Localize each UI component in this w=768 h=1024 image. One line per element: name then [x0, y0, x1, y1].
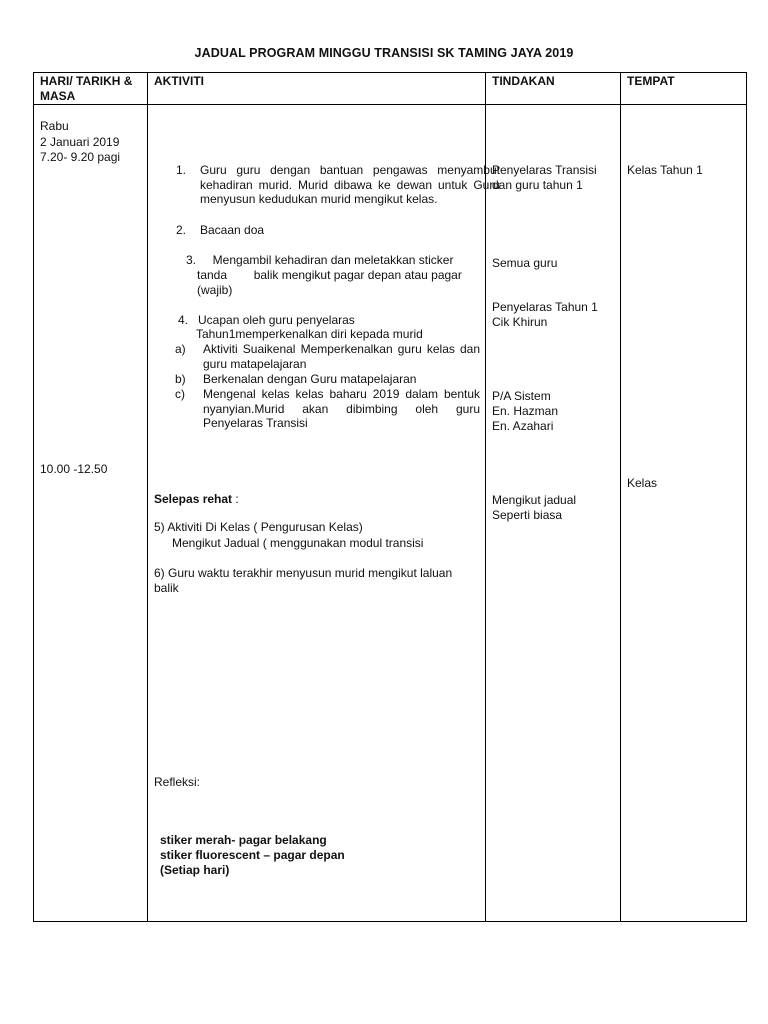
time-morning: 7.20- 9.20 pagi [40, 150, 121, 164]
note-line-2: stiker fluorescent – pagar depan [160, 848, 345, 862]
activity-item-6-line1: 6) Guru waktu terakhir menyusun murid mengikut laluan [154, 566, 453, 580]
activity-item-3-line1: 3. Mengambil kehadiran dan meletakkan sticker [186, 253, 454, 267]
header-aktiviti: AKTIVITI [148, 73, 486, 105]
tindakan-cell [486, 105, 621, 922]
sub-a-text: Aktiviti Suaikenal Memperkenalkan guru kelas dan guru matapelajaran [203, 342, 480, 371]
tindakan-5-line1: Mengikut jadual [492, 493, 577, 507]
tindakan-4-line2: En. Hazman [492, 404, 559, 418]
tindakan-5-line2: Seperti biasa [492, 508, 563, 522]
tempat-cell [621, 105, 747, 922]
sub-b-label: b) [175, 372, 186, 386]
header-row [34, 73, 747, 105]
sub-b-text: Berkenalan dengan Guru matapelajaran [203, 372, 417, 386]
date-text: 2 Januari 2019 [40, 135, 120, 149]
note-line-1: stiker merah- pagar belakang [160, 833, 327, 847]
selepas-rehat: Selepas rehat : [154, 492, 239, 506]
header-hari: HARI/ TARIKH & MASA [34, 73, 148, 105]
document-title: JADUAL PROGRAM MINGGU TRANSISI SK TAMING JAYA 2019 [194, 46, 574, 60]
tindakan-3-line1: Penyelaras Tahun 1 [492, 300, 598, 314]
time-late: 10.00 -12.50 [40, 462, 108, 476]
activity-item-4-line2: Tahun1memperkenalkan diri kepada murid [196, 327, 423, 341]
activity-item-5-line2: Mengikut Jadual ( menggunakan modul transisi [172, 536, 424, 550]
aktiviti-cell: 1. Guru guru dengan bantuan pengawas menyambut kehadiran murid. Murid dibawa ke dewan untuk Guru menyusun kedudukan murid mengikut kelas. 2. Bacaan doa 3. Mengambil kehadiran dan meletakkan sticker tanda balik mengikut pagar depan atau pagar (wajib) 4. Ucapan oleh guru penyelaras Tahun1memperkenalkan diri kepada murid a) Aktiviti Suaikenal Memperkenalkan guru kelas dan guru matapelajaran b) Berkenalan dengan Guru matapelajaran c) Mengenal kelas kelas baharu 2019 dalam bentuk nyanyian.Murid akan dibimbing oleh guru Penyelaras Transisi Selepas rehat : 5) Aktiviti Di Kelas ( Pengurusan Kelas) Mengikut Jadual ( menggunakan modul transisi 6) Guru waktu terakhir menyusun murid mengikut laluan balik Refleksi: stiker merah- pagar belakang stiker fluorescent – pagar depan (Setiap hari) [148, 105, 486, 922]
activity-item-3-line2: tanda balik mengikut pagar depan atau pagar [197, 268, 462, 282]
tempat-1: Kelas Tahun 1 [627, 163, 703, 177]
activity-item-4-line1: 4. Ucapan oleh guru penyelaras [178, 313, 355, 327]
refleksi-label: Refleksi: [154, 775, 201, 789]
sub-a-label: a) [175, 342, 186, 356]
header-tindakan: TINDAKAN [486, 73, 621, 105]
tindakan-1-line1: Penyelaras Transisi [492, 163, 597, 177]
tindakan-1-line2: dan guru tahun 1 [492, 178, 583, 192]
tempat-2: Kelas [627, 476, 658, 490]
tindakan-4-line3: En. Azahari [492, 419, 554, 433]
tindakan-4-line1: P/A Sistem [492, 389, 551, 403]
tindakan-2: Semua guru [492, 256, 558, 270]
schedule-row [34, 105, 747, 922]
activity-item-3-line3: (wajib) [197, 283, 233, 297]
schedule-table [33, 72, 747, 922]
activity-item-6-line2: balik [154, 581, 179, 595]
hari-cell [34, 105, 148, 922]
note-line-3: (Setiap hari) [160, 863, 230, 877]
activity-item-5-line1: 5) Aktiviti Di Kelas ( Pengurusan Kelas) [154, 520, 363, 534]
sub-c-label: c) [175, 387, 185, 401]
tindakan-3-line2: Cik Khirun [492, 315, 548, 329]
sub-c-text: Mengenal kelas kelas baharu 2019 dalam bentuk nyanyian.Murid akan dibimbing oleh guru Penyelaras Transisi [203, 387, 480, 430]
day-text: Rabu [40, 119, 69, 133]
header-tempat: TEMPAT [621, 73, 747, 105]
